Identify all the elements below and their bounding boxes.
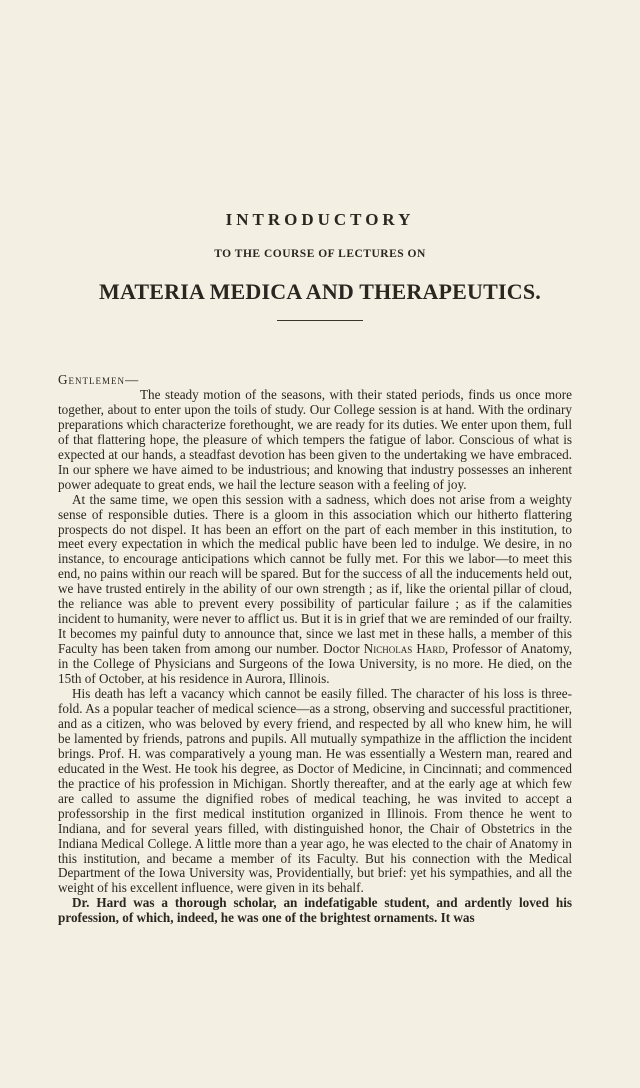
name-nicholas-hard: Nicholas Hard bbox=[363, 641, 445, 657]
paragraph-2-tail: , Professor of Anatomy, in the College of Physicians and Surgeons of the Iowa University, is no more. He died, on the 15th of October, at his residence in Aurora, Illinois. bbox=[58, 641, 572, 687]
heading-materia-medica: MATERIA MEDICA AND THERAPEUTICS. bbox=[99, 279, 541, 304]
heading-introductory: INTRODUCTORY bbox=[225, 210, 415, 229]
paragraph-3: His death has left a vacancy which cannot be easily filled. The character of his loss is three-fold. As a popular teacher of medical science—as a strong, observing and successful practitioner, and as a citizen, who was beloved by every friend, and respected by all who knew him, he will be lamented by friends, patrons and pupils. All mutually sympathize in the affliction the incident brings. Prof. H. was comparatively a young man. He was essentially a Western man, reared and educated in the West. He took his degree, as Doctor of Medicine, in Cincinnati; and commenced the practice of his profession in Michigan. Shortly thereafter, and at the early age at which few are called to assume the dignified robes of medical teaching, he was invited to accept a professorship in the first medical institution organized in Illinois. From thence he went to Indiana, and for several years filled, with distinguished honor, the Chair of Obstetrics in the Indiana Medical College. A little more than a year ago, he was elected to the chair of Anatomy in this institution, and became a member of its Faculty. But his connection with the Medical Department of the Iowa University was, Providentially, but brief: yet his sympathies, and all the weight of his excellent influence, were given in its behalf. bbox=[58, 686, 572, 896]
heading-course-of-lectures: TO THE COURSE OF LECTURES ON bbox=[214, 248, 426, 260]
divider-rule bbox=[277, 320, 363, 321]
body-text bbox=[58, 373, 572, 926]
salutation: Gentlemen— bbox=[58, 372, 140, 387]
paragraph-4 bbox=[58, 896, 572, 926]
paragraph-1: The steady motion of the seasons, with their stated periods, finds us once more together, about to enter upon the toils of study. Our College session is at hand. With the ordinary preparations which characterize forethought, we are ready for its duties. We enter upon them, full of that flattering hope, the pleasure of which tempers the fatigue of labor. Conscious of what is expected at our hands, a steadfast devotion has been given to the undertaking we have embraced. In our sphere we have aimed to be industrious; and knowing that industry possesses an inherent power adequate to great ends, we hail the lecture season with a feeling of joy. bbox=[58, 386, 572, 492]
paragraph-2-text: At the same time, we open this session with a sadness, which does not arise from a weighty sense of responsible duties. There is a gloom in this association which our hitherto flattering prospects do not dispel. It has been an effort on the part of each member in this institution, to meet every expectation in which the medical public have been led to indulge. We desire, in no instance, to encourage anticipations which cannot be fully met. For this we labor—to meet this end, no pains within our reach will be spared. But for the success of all the inducements held out, we have trusted entirely in the ability of our own strength ; as if, like the oriental pillar of cloud, the reliance was able to prevent every possibility of particular failure ; as if the calamities incident to humanity, were never to afflict us. But it is in grief that we are reminded of our frailty. It becomes my painful duty to announce that, since we last met in these halls, a member of this Faculty has been taken from among our number. Doctor bbox=[58, 491, 572, 657]
paragraph-4-tail: It was bbox=[440, 910, 475, 926]
paragraph-2 bbox=[58, 493, 572, 687]
paragraph-4-text: Dr. Hard was a thorough scholar, an indefatigable student, and ardently loved his profession, of which, indeed, he was one of the brightest ornaments. bbox=[58, 895, 572, 926]
